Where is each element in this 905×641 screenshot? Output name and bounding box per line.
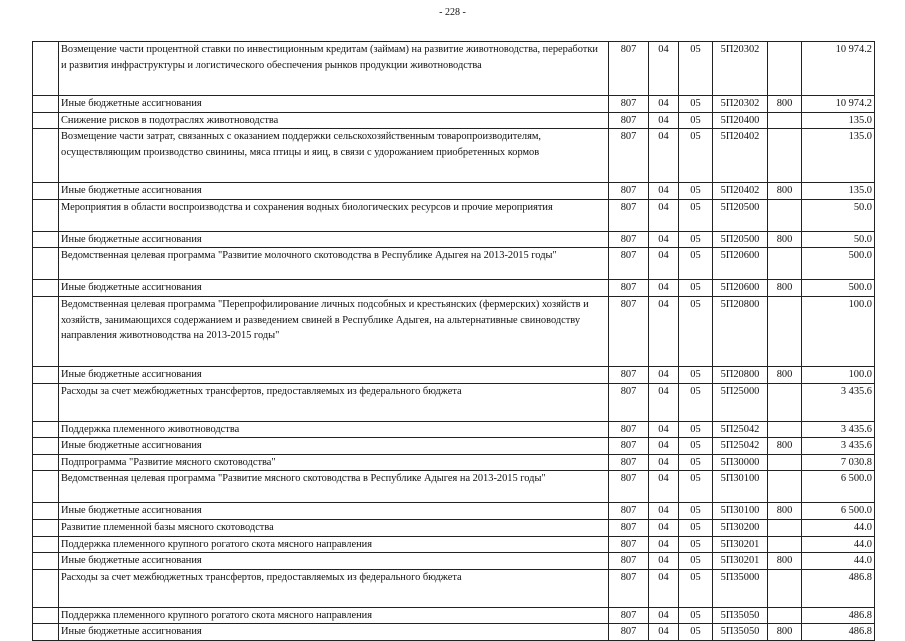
- target-article-code: 5П30200: [713, 519, 768, 536]
- item-name: Развитие племенной базы мясного скотоводства: [59, 519, 609, 536]
- subsection-code: 05: [679, 112, 713, 129]
- target-article-code: 5П25042: [713, 438, 768, 455]
- ministry-code: 807: [609, 296, 649, 366]
- blank-cell: [33, 454, 59, 471]
- expense-type-code: [768, 112, 802, 129]
- section-code: 04: [649, 42, 679, 96]
- item-name: Ведомственная целевая программа "Развитие молочного скотоводства в Республике Адыгея на 2013-2015 годы": [59, 248, 609, 280]
- section-code: 04: [649, 519, 679, 536]
- target-article-code: 5П35050: [713, 624, 768, 641]
- amount: 6 500.0: [802, 471, 875, 503]
- subsection-code: 05: [679, 129, 713, 183]
- expense-type-code: 800: [768, 280, 802, 297]
- subsection-code: 05: [679, 471, 713, 503]
- table-row: [33, 536, 875, 553]
- blank-cell: [33, 503, 59, 520]
- expense-type-code: 800: [768, 96, 802, 113]
- target-article-code: 5П20402: [713, 129, 768, 183]
- item-name: Снижение рисков в подотраслях животноводства: [59, 112, 609, 129]
- subsection-code: 05: [679, 454, 713, 471]
- budget-table: [32, 41, 875, 641]
- expense-type-code: [768, 569, 802, 607]
- table-row: [33, 129, 875, 183]
- blank-cell: [33, 553, 59, 570]
- section-code: 04: [649, 248, 679, 280]
- table-row: [33, 503, 875, 520]
- target-article-code: 5П25000: [713, 383, 768, 421]
- section-code: 04: [649, 296, 679, 366]
- item-name: Иные бюджетные ассигнования: [59, 183, 609, 200]
- table-row: [33, 42, 875, 96]
- table-row: [33, 248, 875, 280]
- table-row: [33, 96, 875, 113]
- subsection-code: 05: [679, 519, 713, 536]
- expense-type-code: [768, 607, 802, 624]
- amount: 50.0: [802, 231, 875, 248]
- section-code: 04: [649, 471, 679, 503]
- subsection-code: 05: [679, 42, 713, 96]
- section-code: 04: [649, 607, 679, 624]
- item-name: Поддержка племенного крупного рогатого скота мясного направления: [59, 607, 609, 624]
- item-name: Подпрограмма "Развитие мясного скотоводства": [59, 454, 609, 471]
- ministry-code: 807: [609, 454, 649, 471]
- ministry-code: 807: [609, 129, 649, 183]
- ministry-code: 807: [609, 503, 649, 520]
- ministry-code: 807: [609, 536, 649, 553]
- subsection-code: 05: [679, 280, 713, 297]
- target-article-code: 5П20500: [713, 231, 768, 248]
- section-code: 04: [649, 112, 679, 129]
- section-code: 04: [649, 199, 679, 231]
- ministry-code: 807: [609, 624, 649, 641]
- target-article-code: 5П20800: [713, 366, 768, 383]
- target-article-code: 5П35000: [713, 569, 768, 607]
- subsection-code: 05: [679, 296, 713, 366]
- section-code: 04: [649, 421, 679, 438]
- expense-type-code: 800: [768, 231, 802, 248]
- expense-type-code: [768, 42, 802, 96]
- item-name: Иные бюджетные ассигнования: [59, 96, 609, 113]
- item-name: Расходы за счет межбюджетных трансфертов, предоставляемых из федерального бюджета: [59, 569, 609, 607]
- table-row: [33, 366, 875, 383]
- item-name: Расходы за счет межбюджетных трансфертов, предоставляемых из федерального бюджета: [59, 383, 609, 421]
- table-row: [33, 296, 875, 366]
- ministry-code: 807: [609, 553, 649, 570]
- section-code: 04: [649, 536, 679, 553]
- blank-cell: [33, 231, 59, 248]
- subsection-code: 05: [679, 607, 713, 624]
- expense-type-code: 800: [768, 366, 802, 383]
- section-code: 04: [649, 129, 679, 183]
- subsection-code: 05: [679, 438, 713, 455]
- blank-cell: [33, 383, 59, 421]
- ministry-code: 807: [609, 607, 649, 624]
- table-row: [33, 280, 875, 297]
- expense-type-code: [768, 519, 802, 536]
- subsection-code: 05: [679, 366, 713, 383]
- item-name: Возмещение части процентной ставки по инвестиционным кредитам (займам) на развитие животноводства, переработки и развития инфраструктуры и логистического обеспечения рынков продукции животноводства: [59, 42, 609, 96]
- subsection-code: 05: [679, 199, 713, 231]
- section-code: 04: [649, 569, 679, 607]
- ministry-code: 807: [609, 519, 649, 536]
- table-row: [33, 383, 875, 421]
- target-article-code: 5П20600: [713, 280, 768, 297]
- amount: 6 500.0: [802, 503, 875, 520]
- item-name: Иные бюджетные ассигнования: [59, 503, 609, 520]
- blank-cell: [33, 280, 59, 297]
- ministry-code: 807: [609, 96, 649, 113]
- section-code: 04: [649, 438, 679, 455]
- blank-cell: [33, 536, 59, 553]
- amount: 3 435.6: [802, 383, 875, 421]
- table-row: [33, 624, 875, 641]
- section-code: 04: [649, 454, 679, 471]
- ministry-code: 807: [609, 366, 649, 383]
- amount: 486.8: [802, 607, 875, 624]
- target-article-code: 5П20400: [713, 112, 768, 129]
- expense-type-code: [768, 296, 802, 366]
- ministry-code: 807: [609, 421, 649, 438]
- subsection-code: 05: [679, 553, 713, 570]
- ministry-code: 807: [609, 42, 649, 96]
- target-article-code: 5П30000: [713, 454, 768, 471]
- ministry-code: 807: [609, 471, 649, 503]
- section-code: 04: [649, 553, 679, 570]
- expense-type-code: [768, 421, 802, 438]
- target-article-code: 5П20302: [713, 42, 768, 96]
- blank-cell: [33, 183, 59, 200]
- expense-type-code: 800: [768, 438, 802, 455]
- subsection-code: 05: [679, 183, 713, 200]
- item-name: Иные бюджетные ассигнования: [59, 231, 609, 248]
- target-article-code: 5П20800: [713, 296, 768, 366]
- section-code: 04: [649, 280, 679, 297]
- section-code: 04: [649, 503, 679, 520]
- item-name: Иные бюджетные ассигнования: [59, 553, 609, 570]
- blank-cell: [33, 129, 59, 183]
- target-article-code: 5П30201: [713, 553, 768, 570]
- subsection-code: 05: [679, 231, 713, 248]
- item-name: Ведомственная целевая программа "Развитие мясного скотоводства в Республике Адыгея на 2013-2015 годы": [59, 471, 609, 503]
- expense-type-code: [768, 129, 802, 183]
- amount: 486.8: [802, 624, 875, 641]
- page-number: - 228 -: [439, 7, 466, 18]
- item-name: Мероприятия в области воспроизводства и сохранения водных биологических ресурсов и прочие мероприятия: [59, 199, 609, 231]
- target-article-code: 5П20402: [713, 183, 768, 200]
- blank-cell: [33, 471, 59, 503]
- section-code: 04: [649, 624, 679, 641]
- table-row: [33, 607, 875, 624]
- subsection-code: 05: [679, 624, 713, 641]
- amount: 50.0: [802, 199, 875, 231]
- item-name: Иные бюджетные ассигнования: [59, 624, 609, 641]
- section-code: 04: [649, 383, 679, 421]
- table-row: [33, 438, 875, 455]
- target-article-code: 5П30201: [713, 536, 768, 553]
- amount: 3 435.6: [802, 421, 875, 438]
- amount: 100.0: [802, 366, 875, 383]
- item-name: Иные бюджетные ассигнования: [59, 438, 609, 455]
- item-name: Возмещение части затрат, связанных с оказанием поддержки сельскохозяйственным товаропроизводителям, осуществляющим производство свинины, мяса птицы и яиц, в связи с удорожанием приобретенных кормов: [59, 129, 609, 183]
- blank-cell: [33, 96, 59, 113]
- expense-type-code: [768, 383, 802, 421]
- table-row: [33, 454, 875, 471]
- expense-type-code: 800: [768, 183, 802, 200]
- amount: 10 974.2: [802, 42, 875, 96]
- expense-type-code: 800: [768, 624, 802, 641]
- amount: 44.0: [802, 519, 875, 536]
- table-row: [33, 183, 875, 200]
- table-row: [33, 471, 875, 503]
- table-row: [33, 553, 875, 570]
- target-article-code: 5П20302: [713, 96, 768, 113]
- expense-type-code: [768, 536, 802, 553]
- section-code: 04: [649, 231, 679, 248]
- expense-type-code: [768, 199, 802, 231]
- subsection-code: 05: [679, 421, 713, 438]
- amount: 135.0: [802, 112, 875, 129]
- table-row: [33, 569, 875, 607]
- ministry-code: 807: [609, 438, 649, 455]
- blank-cell: [33, 296, 59, 366]
- section-code: 04: [649, 366, 679, 383]
- subsection-code: 05: [679, 248, 713, 280]
- table-row: [33, 112, 875, 129]
- blank-cell: [33, 366, 59, 383]
- blank-cell: [33, 112, 59, 129]
- ministry-code: 807: [609, 231, 649, 248]
- table-row: [33, 199, 875, 231]
- expense-type-code: [768, 454, 802, 471]
- target-article-code: 5П25042: [713, 421, 768, 438]
- item-name: Иные бюджетные ассигнования: [59, 366, 609, 383]
- section-code: 04: [649, 96, 679, 113]
- amount: 500.0: [802, 248, 875, 280]
- table-row: [33, 421, 875, 438]
- expense-type-code: [768, 471, 802, 503]
- amount: 10 974.2: [802, 96, 875, 113]
- ministry-code: 807: [609, 383, 649, 421]
- blank-cell: [33, 42, 59, 96]
- item-name: Поддержка племенного крупного рогатого скота мясного направления: [59, 536, 609, 553]
- target-article-code: 5П20500: [713, 199, 768, 231]
- blank-cell: [33, 421, 59, 438]
- blank-cell: [33, 569, 59, 607]
- amount: 100.0: [802, 296, 875, 366]
- item-name: Иные бюджетные ассигнования: [59, 280, 609, 297]
- expense-type-code: [768, 248, 802, 280]
- blank-cell: [33, 607, 59, 624]
- amount: 44.0: [802, 536, 875, 553]
- item-name: Поддержка племенного животноводства: [59, 421, 609, 438]
- amount: 7 030.8: [802, 454, 875, 471]
- amount: 3 435.6: [802, 438, 875, 455]
- blank-cell: [33, 199, 59, 231]
- subsection-code: 05: [679, 96, 713, 113]
- amount: 500.0: [802, 280, 875, 297]
- table-row: [33, 231, 875, 248]
- section-code: 04: [649, 183, 679, 200]
- expense-type-code: 800: [768, 553, 802, 570]
- table-row: [33, 519, 875, 536]
- expense-type-code: 800: [768, 503, 802, 520]
- amount: 135.0: [802, 129, 875, 183]
- target-article-code: 5П30100: [713, 471, 768, 503]
- item-name: Ведомственная целевая программа "Перепрофилирование личных подсобных и крестьянских (фермерских) хозяйств и хозяйств, занимающихся содержанием и разведением свиней в Республике Адыгея, на альтернативные свиноводству направления животноводства на 2013-2015 годы": [59, 296, 609, 366]
- blank-cell: [33, 438, 59, 455]
- ministry-code: 807: [609, 112, 649, 129]
- target-article-code: 5П30100: [713, 503, 768, 520]
- subsection-code: 05: [679, 383, 713, 421]
- ministry-code: 807: [609, 569, 649, 607]
- target-article-code: 5П35050: [713, 607, 768, 624]
- blank-cell: [33, 248, 59, 280]
- ministry-code: 807: [609, 183, 649, 200]
- subsection-code: 05: [679, 569, 713, 607]
- amount: 486.8: [802, 569, 875, 607]
- subsection-code: 05: [679, 536, 713, 553]
- blank-cell: [33, 519, 59, 536]
- blank-cell: [33, 624, 59, 641]
- target-article-code: 5П20600: [713, 248, 768, 280]
- ministry-code: 807: [609, 280, 649, 297]
- amount: 135.0: [802, 183, 875, 200]
- amount: 44.0: [802, 553, 875, 570]
- ministry-code: 807: [609, 248, 649, 280]
- ministry-code: 807: [609, 199, 649, 231]
- subsection-code: 05: [679, 503, 713, 520]
